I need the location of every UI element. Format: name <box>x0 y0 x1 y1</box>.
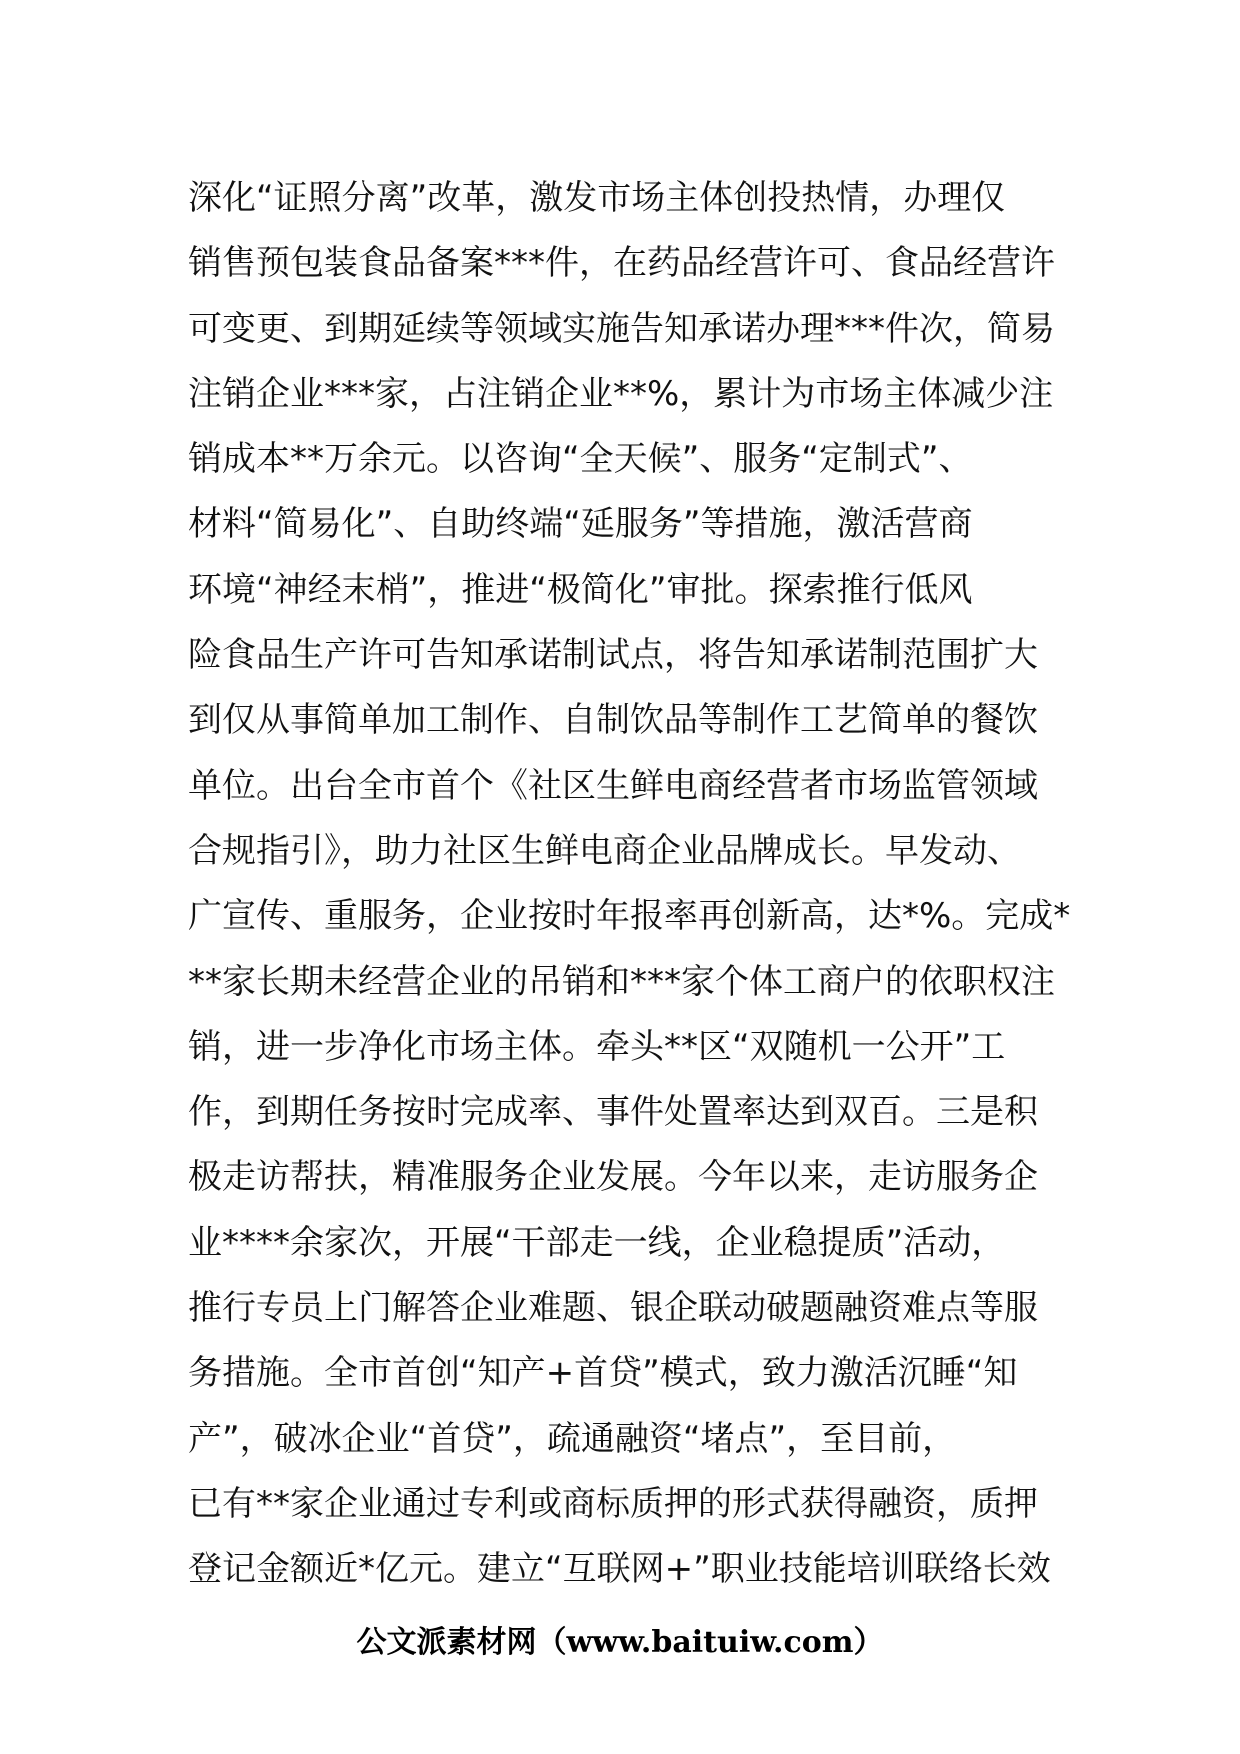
text-line: 材料“简易化”、自助终端“延服务”等措施，激活营商 <box>188 504 973 545</box>
text-line: 注销企业***家，占注销企业**%，累计为市场主体减少注 <box>188 373 1054 414</box>
text-line: 单位。出台全市首个《社区生鲜电商经营者市场监管领域 <box>188 765 1038 806</box>
text-line: **家长期未经营企业的吊销和***家个体工商户的依职权注 <box>188 961 1055 1002</box>
text-line: 销售预包装食品备案***件，在药品经营许可、食品经营许 <box>188 243 1055 284</box>
text-line: 务措施。全市首创“知产+首贷”模式，致力激活沉睡“知 <box>188 1353 1018 1394</box>
text-line: 极走访帮扶，精准服务企业发展。今年以来，走访服务企 <box>188 1157 1038 1198</box>
text-line: 广宣传、重服务，企业按时年报率再创新高，达*%。完成* <box>188 896 1071 937</box>
text-line: 险食品生产许可告知承诺制试点，将告知承诺制范围扩大 <box>188 635 1038 676</box>
text-line: 到仅从事简单加工制作、自制饮品等制作工艺简单的餐饮 <box>188 700 1038 741</box>
text-line: 已有**家企业通过专利或商标质押的形式获得融资，质押 <box>188 1483 1038 1524</box>
text-line: 销，进一步净化市场主体。牵头**区“双随机一公开”工 <box>188 1026 1006 1067</box>
text-line: 可变更、到期延续等领域实施告知承诺办理***件次，简易 <box>188 308 1055 349</box>
text-line: 业****余家次，开展“干部走一线，企业稳提质”活动， <box>188 1222 1006 1263</box>
text-line: 产”，破冰企业“首贷”，疏通融资“堵点”，至目前， <box>188 1418 957 1459</box>
body-text <box>188 166 1088 1603</box>
text-line: 销成本**万余元。以咨询“全天候”、服务“定制式”、 <box>188 439 973 480</box>
footer-watermark: 公文派素材网（www.baituiw.com） <box>356 1625 884 1660</box>
text-line: 环境“神经末梢”，推进“极简化”审批。探索推行低风 <box>188 569 973 610</box>
text-line: 登记金额近*亿元。建立“互联网+”职业技能培训联络长效 <box>188 1549 1051 1590</box>
text-line: 合规指引》，助力社区生鲜电商企业品牌成长。早发动、 <box>188 830 1021 871</box>
text-line: 作，到期任务按时完成率、事件处置率达到双百。三是积 <box>188 1092 1038 1133</box>
text-line: 深化“证照分离”改革，激发市场主体创投热情，办理仅 <box>188 178 1006 218</box>
text-line: 推行专员上门解答企业难题、银企联动破题融资难点等服 <box>188 1288 1038 1329</box>
